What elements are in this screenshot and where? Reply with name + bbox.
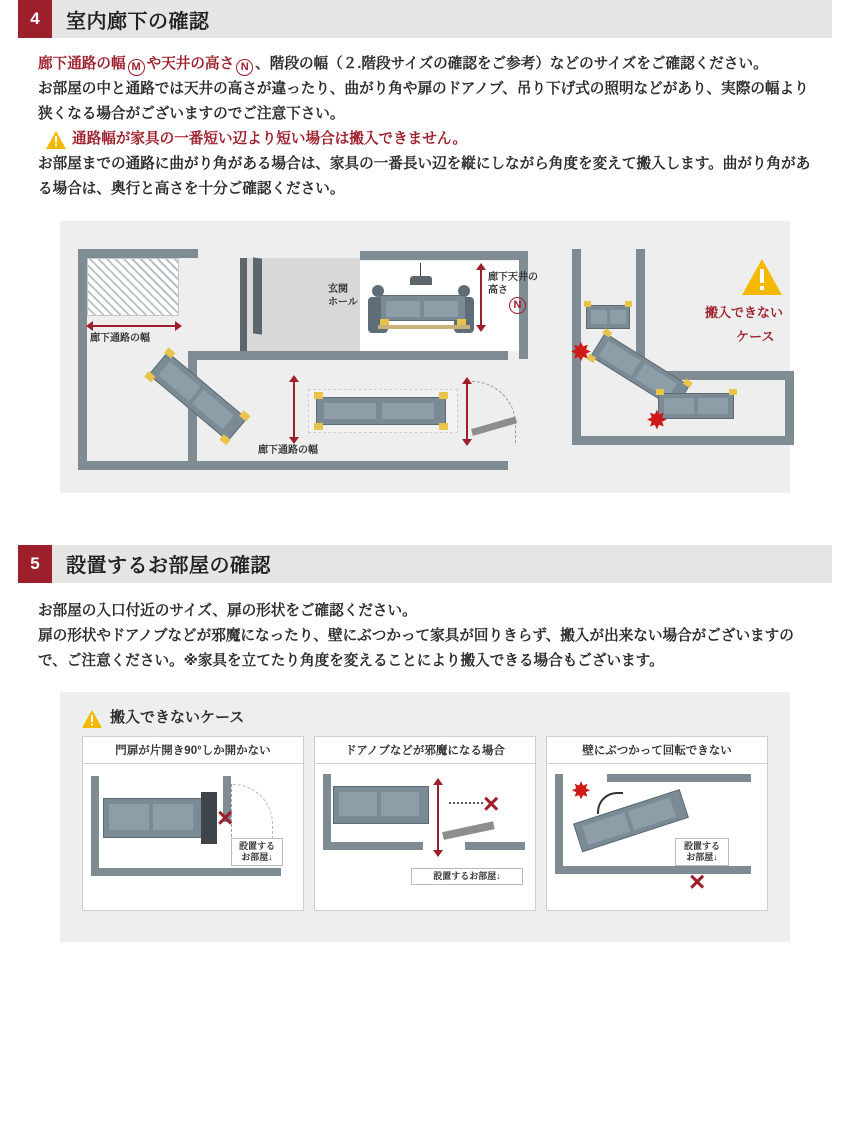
- sofa-carried-cushion-1: [386, 301, 420, 317]
- wall-upper-right: [360, 251, 528, 260]
- collision-star-1: ✸: [570, 336, 592, 367]
- cannot-carry-panel-head: [60, 692, 790, 736]
- section-4-title: 室内廊下の確認: [66, 10, 210, 33]
- card2-note: 設置するお部屋↓: [411, 868, 523, 885]
- card3-x-mark: ×: [689, 865, 706, 897]
- card1-sofa-cushion-1: [109, 804, 149, 830]
- warning-line: [46, 127, 814, 152]
- corridor-width-label: 廊下通路の幅: [38, 56, 126, 72]
- paragraph-2: お部屋の中と通路では天井の高さが違ったり、曲がり角や扉のドアノブ、吊り下げ式の照明などがあり、実際の幅より狭くなる場合がございますのでご注意下さい。: [38, 81, 809, 123]
- card2-arrow-down: [433, 850, 443, 857]
- card3-wall-bottom: [555, 866, 751, 874]
- door-arrow-up: [462, 377, 472, 384]
- arrow-head-left-1: [86, 321, 93, 331]
- card2-wall-left: [323, 774, 331, 850]
- paragraph-3: お部屋までの通路に曲がり角がある場合は、家具の一番長い辺を縦にしながら角度を変えて搬入します。曲がり角がある場合は、奥行と高さを十分ご確認ください。: [38, 156, 811, 198]
- ceiling-height-label: 廊下天井の 高さ: [488, 271, 538, 297]
- section-spacer: [0, 493, 850, 545]
- cannot-carry-label-1: 搬入できない: [705, 304, 784, 320]
- arrow-head-bottom-up: [289, 375, 299, 382]
- entrance-hall-label: 玄関 ホール: [328, 283, 358, 309]
- warning-triangle-icon: [46, 131, 66, 149]
- card2-height-arrow: [437, 782, 439, 854]
- card2-dotted-line: [449, 802, 483, 804]
- card-3-title: 壁にぶつかって回転できない: [546, 736, 768, 763]
- conjunction-ya: や: [146, 56, 162, 72]
- corridor-width-arrow-left: [88, 325, 180, 327]
- section-5-paragraph-1: お部屋の入口付近のサイズ、扉の形状をご確認ください。: [38, 602, 417, 619]
- cannot-carry-card-2: [314, 736, 536, 911]
- sofa-carried-base: [378, 325, 470, 329]
- section-5-body: [38, 599, 814, 674]
- section-5-figure: [60, 692, 790, 942]
- card3-collision-star: ✸: [571, 777, 592, 805]
- sofa-horizontal-foot-2: [439, 392, 448, 399]
- card2-wall-bottom-left: [323, 842, 423, 850]
- panel-warning-icon: [82, 710, 102, 728]
- card2-x-mark: ×: [483, 787, 500, 819]
- corridor-width-label-left: 廊下通路の幅: [90, 332, 150, 344]
- section-4-figure: [60, 221, 790, 493]
- card1-door-panel: [201, 792, 217, 844]
- door-jamb-left: [240, 258, 247, 351]
- arrow-head-down: [476, 325, 486, 332]
- panel-heading: 搬入できないケース: [110, 709, 245, 727]
- lamp-cord: [420, 263, 421, 277]
- cannot-carry-card-row: [60, 736, 790, 911]
- card2-wall-bottom-right: [465, 842, 525, 850]
- sofa-horizontal-foot-1: [314, 392, 323, 399]
- sofa-horizontal-foot-3: [314, 423, 323, 430]
- sofa-horizontal-foot-4: [439, 423, 448, 430]
- sofa-horizontal-cushion-1: [324, 403, 376, 419]
- marker-n-figure-icon: N: [509, 297, 526, 314]
- paragraph-1-tail: 、階段の幅（２.階段サイズの確認をご参考）などのサイズをご確認ください。: [255, 56, 768, 72]
- card2-sofa-cushion-2: [381, 792, 419, 816]
- cannot-carry-label-2: ケース: [736, 328, 775, 344]
- card3-note: 設置する お部屋↓: [675, 838, 729, 867]
- right-sofa-top-cushion-2: [610, 310, 626, 324]
- card2-sofa-cushion-1: [339, 792, 377, 816]
- right-sofa-lower-foot-2: [729, 389, 737, 395]
- card1-sofa-cushion-2: [153, 804, 193, 830]
- open-door-panel: [253, 257, 262, 334]
- section-5-paragraph-2: 扉の形状やドアノブなどが邪魔になったり、壁にぶつかって家具が回りきらず、搬入が出来ない場合がございますので、ご注意ください。※家具を立てたり角度を変えることにより搬入できる場合もございます。: [38, 627, 794, 669]
- sofa-carried-cushion-2: [424, 301, 458, 317]
- section-4-number: 4: [18, 0, 52, 38]
- card-2-figure: [314, 763, 536, 911]
- wall-left-outer: [78, 249, 87, 469]
- hatched-area: [87, 258, 179, 316]
- door-height-arrow: [466, 381, 468, 443]
- marker-n-icon: N: [236, 59, 253, 76]
- card3-rotation-arc: [597, 792, 623, 814]
- right-wall-bottom: [572, 436, 794, 445]
- arrow-head-left-2: [175, 321, 182, 331]
- ceiling-height-arrow: [480, 267, 482, 329]
- card1-note: 設置する お部屋↓: [231, 838, 283, 867]
- section-5-title: 設置するお部屋の確認: [66, 555, 271, 578]
- card-3-figure: [546, 763, 768, 911]
- card2-door-leaf: [442, 821, 495, 840]
- right-sofa-top-foot-2: [625, 301, 632, 307]
- card-1-figure: [82, 763, 304, 911]
- wall-inner-horizontal: [188, 351, 508, 360]
- marker-m-icon: M: [128, 59, 145, 76]
- card1-wall-left: [91, 776, 99, 876]
- right-sofa-lower-cushion-2: [698, 398, 728, 414]
- wall-bottom-outer: [78, 461, 508, 470]
- warning-text: 通路幅が家具の一番短い辺より短い場合は搬入できません。: [72, 131, 467, 148]
- pendant-lamp-icon: [410, 276, 432, 285]
- figure-1-canvas: [60, 221, 790, 493]
- paragraph-1: [38, 52, 814, 77]
- section-4-header: [18, 0, 832, 38]
- card1-x-mark: ×: [217, 801, 234, 833]
- cannot-carry-card-3: [546, 736, 768, 911]
- right-sofa-lower-cushion-1: [664, 398, 694, 414]
- section-5-number: 5: [18, 545, 52, 583]
- corridor-width-label-bottom: 廊下通路の幅: [258, 444, 318, 456]
- card-2-title: ドアノブなどが邪魔になる場合: [314, 736, 536, 763]
- section-5-header: [18, 545, 832, 583]
- ceiling-height-label: 天井の高さ: [161, 56, 235, 72]
- corridor-width-arrow-bottom: [293, 379, 295, 441]
- arrow-head-up: [476, 263, 486, 270]
- sofa-horizontal-cushion-2: [382, 403, 434, 419]
- cannot-carry-warning-icon: [742, 259, 782, 295]
- card1-wall-bottom: [91, 868, 281, 876]
- section-4-body: [38, 52, 814, 203]
- wall-top-left: [78, 249, 198, 258]
- arrow-head-bottom-down: [289, 437, 299, 444]
- right-sofa-top-foot-1: [584, 301, 591, 307]
- collision-star-2: ✸: [646, 404, 668, 435]
- right-sofa-lower-foot-1: [656, 389, 664, 395]
- card-1-title: 門扉が片開き90°しか開かない: [82, 736, 304, 763]
- right-wall-right: [785, 371, 794, 445]
- card2-arrow-up: [433, 778, 443, 785]
- cannot-carry-card-1: [82, 736, 304, 911]
- door-arrow-down: [462, 439, 472, 446]
